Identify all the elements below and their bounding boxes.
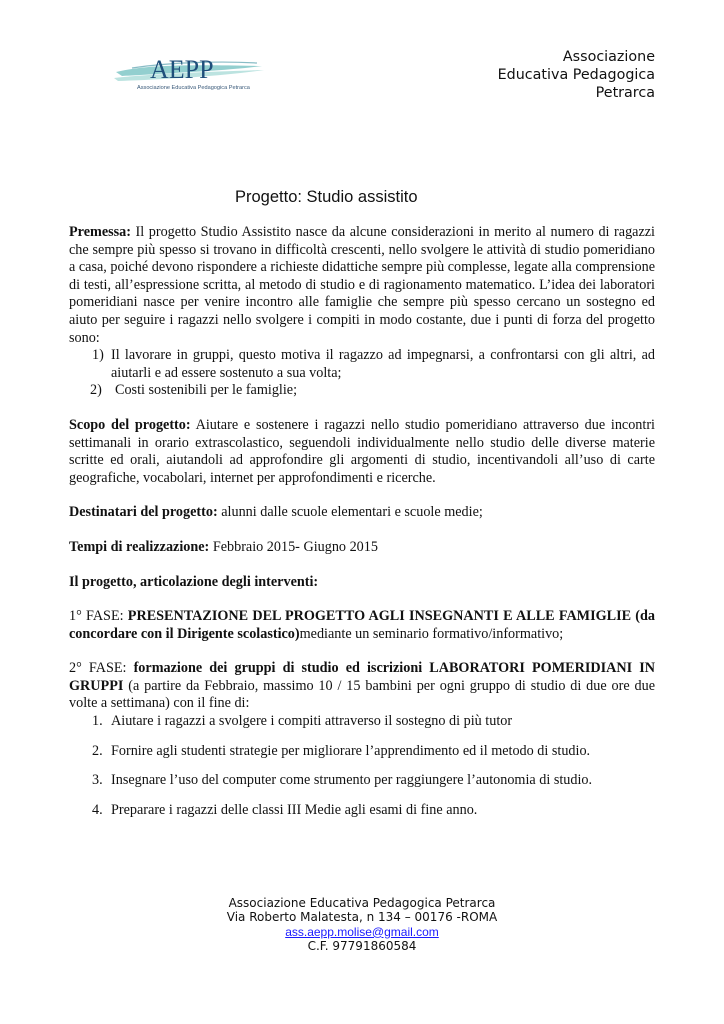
footer-organization-name: Associazione Educativa Pedagogica Petrarca — [228, 896, 496, 910]
strength-number: 2) — [90, 382, 102, 399]
goal-text: Fornire agli studenti strategie per migliorare l’apprendimento ed il metodo di studio. — [111, 742, 591, 759]
goal-number: 2. — [92, 742, 103, 759]
header-line-3: Petrarca — [595, 85, 655, 101]
goal-number: 3. — [92, 772, 103, 789]
goal-item-1 — [69, 713, 655, 731]
goal-number: 4. — [92, 801, 103, 818]
fase2-paragraph — [69, 660, 655, 713]
fase1-paragraph — [69, 608, 655, 643]
scopo-text: Aiutare e sostenere i ragazzi nello studio pomeridiano attraverso due incontri settimanali in orario extrascolastico, seguendoli individualmente nello studio delle diverse materie scritte ed orali, aiutandoli ad approfondire gli argomenti di studio, incentivandoli all’uso di carte geografiche, vocabolari, internet per approfondimenti e ricerche. — [69, 416, 656, 486]
goal-text: Insegnare l’uso del computer come strumento per raggiungere l’autonomia di studio. — [111, 772, 593, 789]
strength-text: Il lavorare in gruppi, questo motiva il ragazzo ad impegnarsi, a confrontarsi con gli altri, ad aiutarli e ad essere sostenuto a sua volta; — [111, 347, 655, 381]
destinatari-text: alunni dalle scuole elementari e scuole medie; — [217, 504, 483, 521]
tempi-label: Tempi di realizzazione: — [69, 538, 210, 555]
fase2-bold: formazione dei gruppi di studio ed iscrizioni LABORATORI POMERIDIANI IN GRUPPI — [69, 660, 655, 694]
goal-number: 1. — [92, 713, 103, 730]
goal-item-4 — [69, 802, 655, 820]
footer-tax-code: C.F. 97791860584 — [307, 938, 417, 953]
goal-text: Preparare i ragazzi delle classi III Medie agli esami di fine anno. — [111, 801, 478, 818]
premessa-label: Premessa: — [69, 224, 131, 240]
header-organization — [498, 48, 655, 102]
goal-text: Aiutare i ragazzi a svolgere i compiti attraverso il sostegno di più tutor — [111, 713, 513, 730]
tempi-text: Febbraio 2015- Giugno 2015 — [209, 538, 378, 555]
goal-item-2 — [69, 743, 655, 761]
scopo-label: Scopo del progetto: — [69, 416, 191, 433]
logo-brushstroke-icon — [112, 52, 272, 98]
aepp-logo — [112, 52, 272, 98]
destinatari-paragraph — [69, 504, 655, 522]
document-body — [69, 224, 655, 819]
fase1-text: mediante un seminario formativo/informativo; — [299, 625, 564, 642]
strength-number: 1) — [92, 347, 104, 364]
scopo-paragraph — [69, 417, 655, 487]
premessa-paragraph — [69, 224, 655, 347]
footer-email-link[interactable]: ass.aepp.molise@gmail.com — [285, 924, 439, 939]
fase1-bold: PRESENTAZIONE DEL PROGETTO AGLI INSEGNANTI E ALLE FAMIGLIE (da concordare con il Dirigente scolastico) — [69, 608, 655, 642]
strength-item-1 — [69, 347, 655, 382]
tempi-paragraph — [69, 539, 655, 557]
page-footer — [0, 896, 724, 953]
premessa-text: Il progetto Studio Assistito nasce da alcune considerazioni in merito al numero di ragazzi che sempre più spesso si trovano in difficoltà crescenti, nello svolgere le attività di studio pomeridiano a casa, poiché devono rispondere a richieste didattiche sempre più complesse, legate alla comprensione di testi, all’espressione scritta, al metodo di studio e di ragionamento matematico. L’idea dei laboratori pomeridiani nasce per venire incontro alle famiglie che sempre più spesso cercano un sostegno ed aiuto per seguire i ragazzi nello svolgere i compiti in modo costante, due i punti di forza del progetto sono: — [69, 224, 655, 346]
footer-address: Via Roberto Malatesta, n 134 – 00176 -ROMA — [226, 910, 498, 925]
logo-text: AEPP — [150, 55, 214, 84]
fase2-prefix: 2° FASE: — [69, 660, 134, 677]
goal-item-3 — [69, 772, 655, 790]
articolazione-heading — [69, 574, 655, 592]
destinatari-label: Destinatari del progetto: — [69, 504, 218, 521]
page-title: Progetto: Studio assistito — [235, 188, 418, 206]
header-line-2: Educativa Pedagogica — [497, 67, 655, 83]
articolazione-text: Il progetto, articolazione degli interventi: — [69, 573, 319, 590]
strength-item-2 — [69, 382, 655, 400]
strength-text: Costi sostenibili per le famiglie; — [115, 382, 298, 399]
fase1-prefix: 1° FASE: — [69, 608, 128, 625]
header-line-1: Associazione — [562, 49, 655, 65]
logo-subtitle: Associazione Educativa Pedagogica Petrarca — [137, 85, 250, 91]
fase2-text: (a partire da Febbraio, massimo 10 / 15 bambini per ogni gruppo di studio di due ore due volte a settimana) con il fine di: — [69, 677, 655, 712]
